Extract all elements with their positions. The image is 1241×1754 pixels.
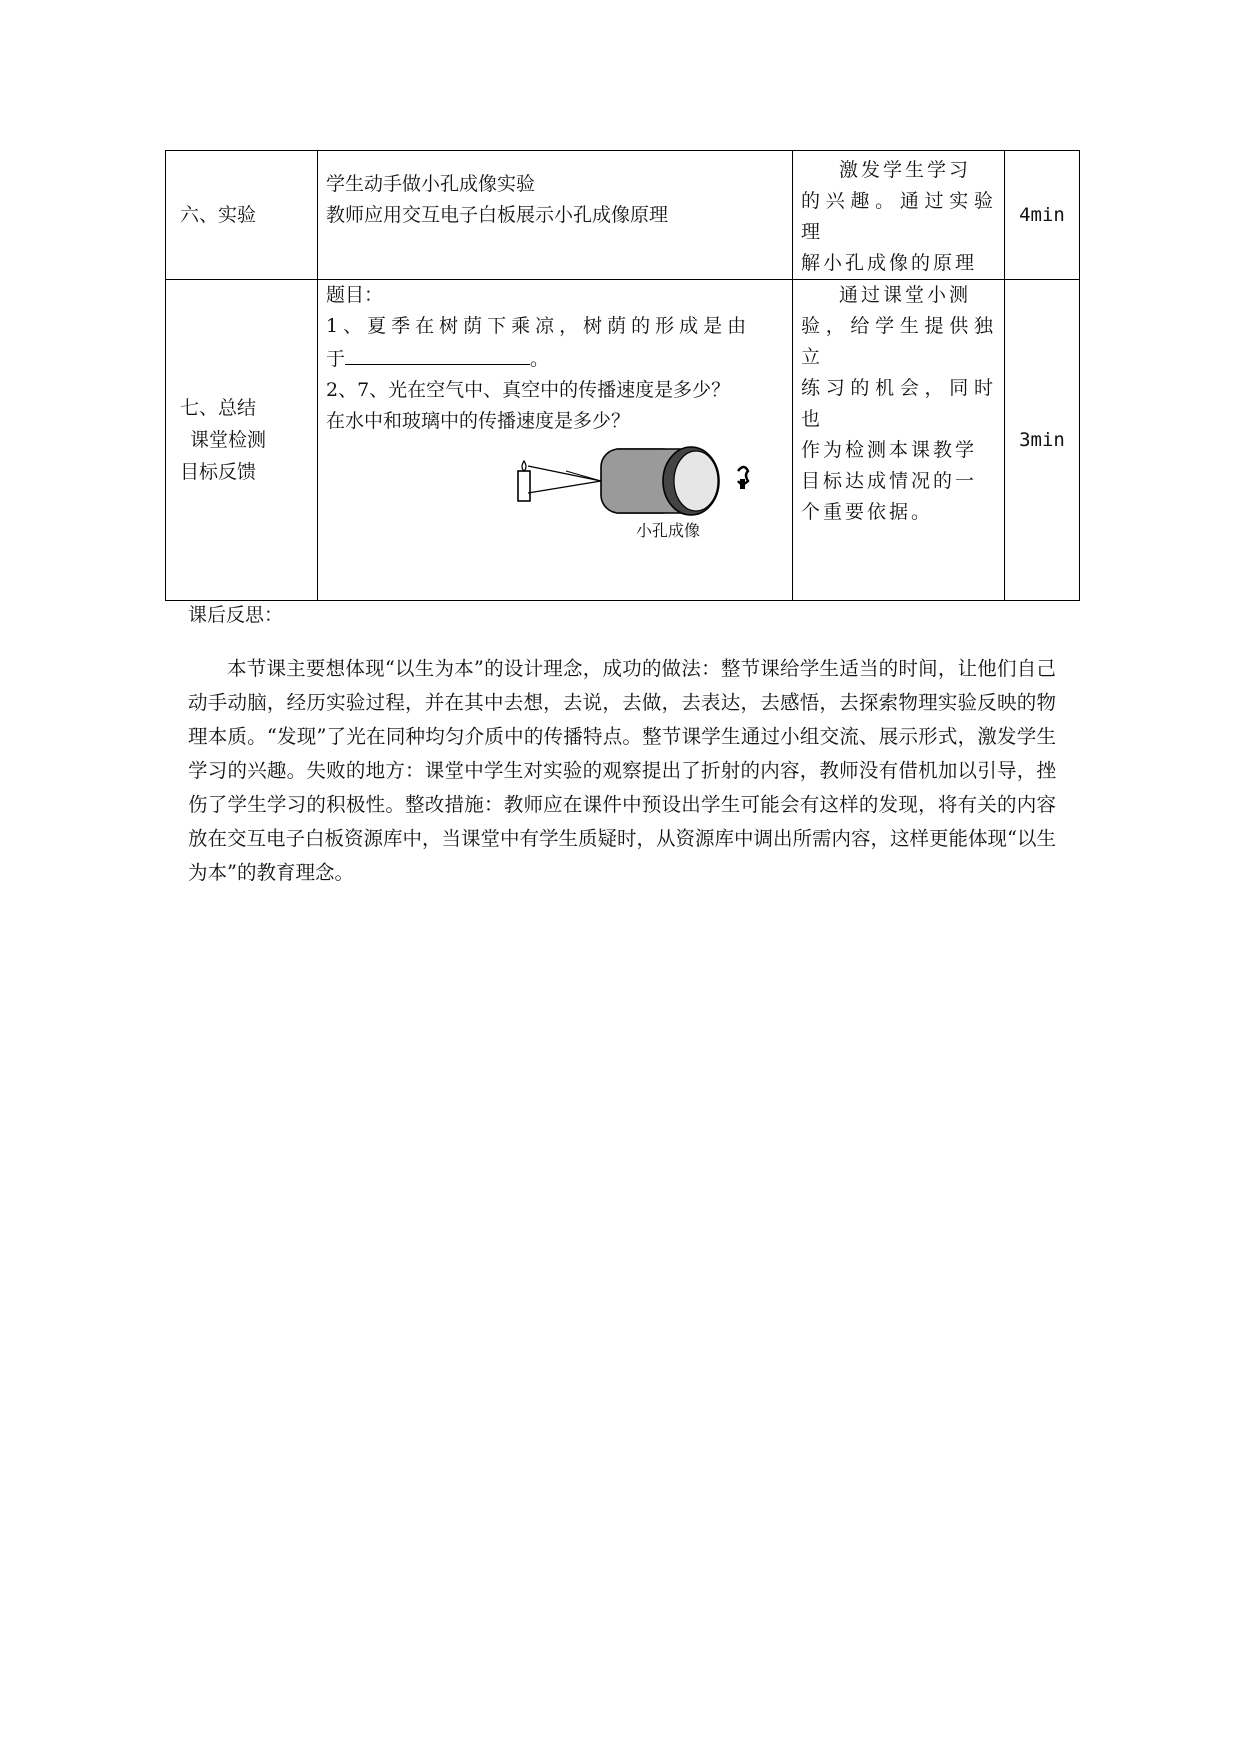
time-cell: 4min: [1005, 151, 1080, 280]
question-2-line: 2、7、光在空气中、真空中的传播速度是多少？: [326, 379, 731, 401]
candle-icon: [518, 471, 530, 501]
pinhole-figure: [326, 441, 784, 551]
time-cell: 3min: [1005, 280, 1080, 601]
flame-icon: [522, 461, 526, 471]
purpose-line: 作为检测本课教学: [801, 439, 978, 461]
question-1-suffix: 。: [530, 348, 550, 370]
stage-label: 七、总结: [180, 397, 257, 419]
pinhole-camera-illustration: [506, 441, 766, 521]
purpose-line: 练习的机会，同时也: [801, 377, 996, 430]
stage-label: 课堂检测: [190, 429, 267, 451]
question-1-prefix: 于: [326, 348, 346, 370]
purpose-line: 激发学生学习: [839, 159, 972, 181]
figure-caption: 小孔成像: [636, 521, 701, 540]
content-line: 学生动手做小孔成像实验: [326, 173, 536, 195]
table-row: [166, 280, 1080, 601]
question-1-line: 1、夏季在树荫下乘凉，树荫的形成是由: [326, 315, 752, 337]
content-line: 教师应用交互电子白板展示小孔成像原理: [326, 204, 669, 226]
purpose-line: 解小孔成像的原理: [801, 252, 978, 274]
stage-label: 六、实验: [180, 204, 257, 226]
table-row: [166, 151, 1080, 280]
content-cell: [318, 151, 793, 280]
reflection-paragraph: 本节课主要想体现“以生为本”的设计理念，成功的做法：整节课给学生适当的时间，让他们自己动手动脑，经历实验过程，并在其中去想，去说，去做，去表达，去感悟，去探索物理实验反映的物理本质。“发现”了光在同种均匀介质中的传播特点。整节课学生通过小组交流、展示形式，激发学生学习的兴趣。失败的地方：课堂中学生对实验的观察提出了折射的内容，教师没有借机加以引导，挫伤了学生学习的积极性。整改措施：教师应在课件中预设出学生可能会有这样的发现，将有关的内容放在交互电子白板资源库中，当课堂中有学生质疑时，从资源库中调出所需内容，这样更能体现“以生为本”的教育理念。: [188, 657, 1056, 884]
answer-blank: [345, 342, 530, 365]
translucent-screen: [674, 451, 718, 511]
reflection-body: [188, 652, 1056, 890]
stage-cell: [166, 151, 318, 280]
question-1-answer-line: [326, 342, 784, 375]
light-ray: [528, 466, 601, 481]
purpose-cell: [793, 151, 1005, 280]
purpose-cell: [793, 280, 1005, 601]
question-title: 题目：: [326, 284, 384, 306]
stage-label: 目标反馈: [180, 461, 257, 483]
content-cell: [318, 280, 793, 601]
purpose-line: 验，给学生提供独立: [801, 315, 996, 368]
lesson-plan-table: [165, 150, 1080, 601]
question-2-line: 在水中和玻璃中的传播速度是多少？: [326, 410, 631, 432]
purpose-line: 的兴趣。通过实验理: [801, 190, 996, 243]
reflection-heading: 课后反思：: [188, 604, 284, 626]
purpose-line: 个重要依据。: [801, 501, 934, 523]
purpose-line: 目标达成情况的一: [801, 470, 978, 492]
purpose-line: 通过课堂小测: [839, 284, 972, 306]
stage-cell: [166, 280, 318, 601]
light-ray: [528, 481, 601, 493]
